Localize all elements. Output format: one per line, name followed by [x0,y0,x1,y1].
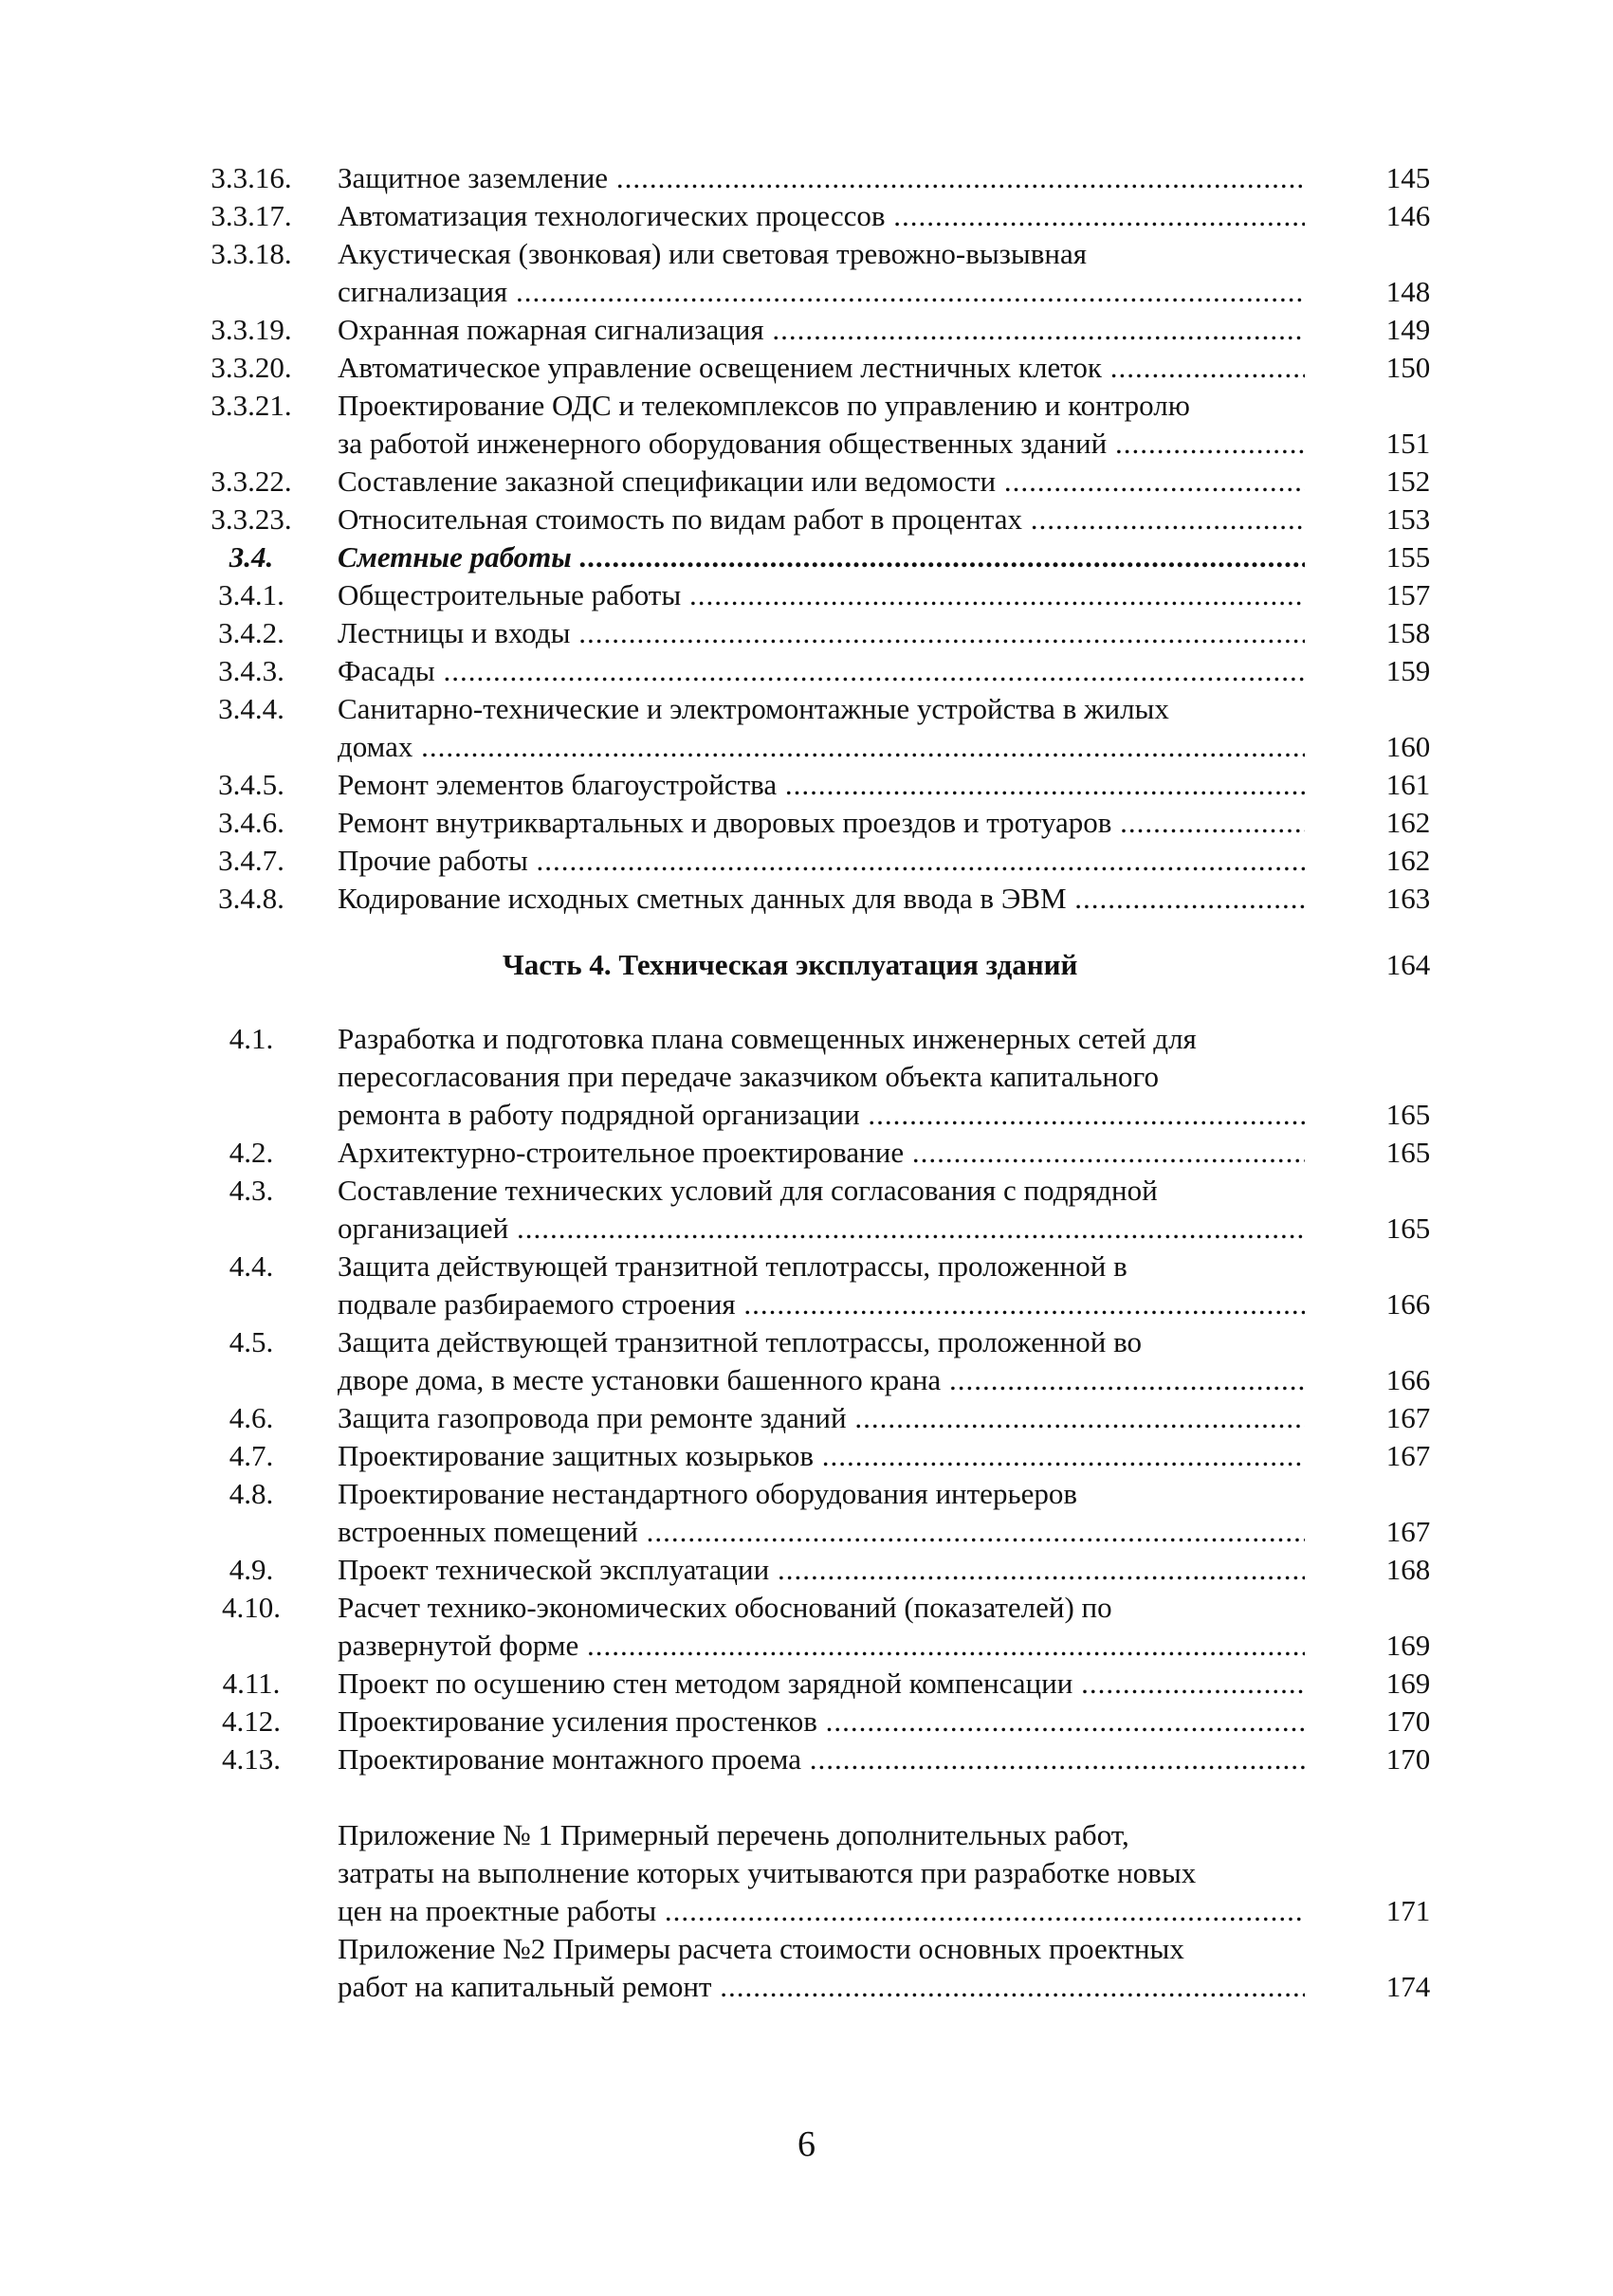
part-heading-page: 164 [1385,948,1431,981]
table-of-contents [199,159,1451,2006]
toc-entry-title [338,804,1305,842]
toc-entry-number: 4.8. [229,1477,274,1510]
toc-entry-title [338,880,1305,918]
toc-entry-title [338,614,1305,652]
toc-entry-number: 4.5. [229,1325,274,1358]
toc-entry-number: 4.3. [229,1174,274,1207]
toc-entry-number: 3.3.22. [211,465,292,498]
toc-entry-title-line: Расчет технико-экономических обоснований (показателей) по [338,1591,1112,1624]
toc-entry [199,690,1451,766]
toc-entry [199,576,1451,614]
toc-entry-page: 150 [1385,351,1431,384]
toc-entry-title-line: Проектирование нестандартного оборудования интерьеров [338,1477,1077,1510]
toc-entry [199,1930,1451,2006]
toc-entry [199,1475,1451,1551]
toc-entry-page: 167 [1385,1401,1431,1434]
toc-entry-page: 161 [1385,768,1431,801]
toc-entry-title [338,1703,1305,1740]
toc-entry-page: 148 [1385,275,1431,308]
toc-entry-page: 162 [1385,844,1431,877]
toc-entry [199,159,1451,197]
toc-entry [199,1172,1451,1248]
toc-entry [199,387,1451,463]
toc-entry [199,538,1451,576]
toc-entry [199,1551,1451,1589]
toc-entry-title-line: Общестроительные работы ..... [338,576,1305,614]
toc-entry-title [338,311,1305,349]
toc-entry-title-line: цен на проектные работы ..... [338,1892,1305,1930]
toc-entry-title-line: за работой инженерного оборудования общественных зданий ..... [338,425,1305,463]
toc-entry-number: 4.6. [229,1401,274,1434]
toc-entry-title [338,1589,1305,1665]
part-heading-title: Часть 4. Техническая эксплуатация зданий [503,948,1078,981]
toc-entry-title-line: домах ..... [338,728,1305,766]
toc-entry [199,880,1451,918]
toc-entry-number: 4.2. [229,1136,274,1169]
toc-entry-number: 3.4.2. [218,616,284,649]
toc-entry-title-line: Проектирование защитных козырьков ..... [338,1437,1305,1475]
toc-entry-page: 145 [1385,161,1431,194]
toc-appendices [199,1816,1451,2006]
toc-entry [199,311,1451,349]
toc-entry [199,1248,1451,1323]
toc-entry-page: 165 [1385,1098,1431,1131]
toc-entry-number: 3.3.21. [211,389,292,422]
toc-entry-title [338,576,1305,614]
toc-entry-page: 165 [1385,1136,1431,1169]
toc-entry-page: 151 [1385,427,1431,460]
toc-entry-title-line: Защита действующей транзитной теплотрассы, проложенной в [338,1249,1127,1283]
toc-entry-page: 168 [1385,1553,1431,1586]
toc-entry-page: 160 [1385,730,1431,763]
toc-entry-number: 3.3.16. [211,161,292,194]
toc-entry-title-line: Проект технической эксплуатации ..... [338,1551,1305,1589]
toc-entry-title-line: сигнализация ..... [338,273,1305,311]
toc-entry-title-line: ремонта в работу подрядной организации ..... [338,1096,1305,1134]
toc-entry-title-line: Автоматизация технологических процессов ..... [338,197,1305,235]
toc-entry-title [338,349,1305,387]
toc-entry [199,197,1451,235]
toc-entry [199,1323,1451,1399]
toc-entry [199,842,1451,880]
toc-entry-title-line: Ремонт элементов благоустройства ..... [338,766,1305,804]
toc-entry-title-line: организацией ..... [338,1210,1305,1248]
toc-entry-number: 3.3.17. [211,199,292,232]
toc-entry-title-line: Защита газопровода при ремонте зданий ..... [338,1399,1305,1437]
toc-entry-page: 146 [1385,199,1431,232]
toc-entry-number: 4.11. [222,1667,281,1700]
toc-entry-title-line: Защитное заземление ..... [338,159,1305,197]
toc-entry-page: 157 [1385,578,1431,611]
toc-entry-page: 166 [1385,1287,1431,1321]
toc-entry-page: 152 [1385,465,1431,498]
toc-entry-title-line: пересогласования при передаче заказчиком объекта капитального [338,1060,1159,1093]
toc-entry-number: 3.4.3. [218,654,284,687]
toc-entry-title [338,690,1305,766]
toc-entry-title [338,652,1305,690]
toc-entry-title [338,1740,1305,1778]
toc-entry-title [338,1134,1305,1172]
toc-entry-title-line: Фасады ..... [338,652,1305,690]
toc-entry-number: 3.3.18. [211,237,292,270]
toc-entry-page: 158 [1385,616,1431,649]
toc-entry [199,1399,1451,1437]
toc-entry-number: 3.4.5. [218,768,284,801]
toc-entry-number: 3.4.8. [218,882,284,915]
toc-entry-title [338,235,1305,311]
toc-entry [199,766,1451,804]
toc-entry-number: 3.4. [229,540,274,574]
toc-entry-page: 163 [1385,882,1431,915]
toc-entry-title-line: Акустическая (звонковая) или световая тревожно-вызывная [338,237,1088,270]
toc-entry-title [338,1816,1305,1930]
toc-entry [199,1134,1451,1172]
toc-entry-page: 170 [1385,1742,1431,1776]
toc-entry-title-line: встроенных помещений ..... [338,1513,1305,1551]
toc-entry-title-line: Охранная пожарная сигнализация ..... [338,311,1305,349]
toc-entry [199,1816,1451,1930]
toc-entry-title-line: Архитектурно-строительное проектирование ..... [338,1134,1305,1172]
toc-entry-number: 3.3.19. [211,313,292,346]
toc-entry-title [338,842,1305,880]
toc-entry-title-line: Проектирование усиления простенков ..... [338,1703,1305,1740]
toc-entry-page: 169 [1385,1629,1431,1662]
toc-entry-title [338,1172,1305,1248]
page-number: 6 [797,2124,816,2164]
toc-section-4 [199,1020,1451,1778]
toc-entry-page: 165 [1385,1212,1431,1245]
toc-entry [199,501,1451,538]
toc-entry-page: 167 [1385,1439,1431,1472]
toc-entry-number: 4.12. [222,1704,281,1738]
toc-entry-title-line: Прочие работы ..... [338,842,1305,880]
toc-entry-title [338,1475,1305,1551]
toc-entry-title [338,1551,1305,1589]
toc-entry-title [338,1323,1305,1399]
toc-entry-title-line: Лестницы и входы ..... [338,614,1305,652]
toc-entry-title [338,1248,1305,1323]
toc-entry-title-line: Санитарно-технические и электромонтажные устройства в жилых [338,692,1169,725]
toc-entry-page: 170 [1385,1704,1431,1738]
spacer [199,1778,1451,1816]
toc-entry-title-line: Проектирование ОДС и телекомплексов по управлению и контролю [338,389,1190,422]
toc-entry-title [338,463,1305,501]
toc-entry [199,614,1451,652]
toc-entry-page: 149 [1385,313,1431,346]
toc-entry-title [338,766,1305,804]
toc-entry-number: 3.3.23. [211,502,292,536]
toc-entry-number: 3.4.1. [218,578,284,611]
toc-entry-title-line: Составление заказной спецификации или ведомости ..... [338,463,1305,501]
toc-entry-number: 4.10. [222,1591,281,1624]
toc-entry-title [338,1930,1305,2006]
toc-entry-title [338,1665,1305,1703]
toc-entry-title-line: Проектирование монтажного проема ..... [338,1740,1305,1778]
toc-entry [199,349,1451,387]
toc-entry-title [338,159,1305,197]
toc-entry-title-line: Разработка и подготовка плана совмещенных инженерных сетей для [338,1022,1197,1055]
toc-entry-number: 3.3.20. [211,351,292,384]
toc-entry-title-line: Приложение №2 Примеры расчета стоимости основных проектных [338,1932,1184,1965]
toc-entry [199,235,1451,311]
toc-entry-title-line: развернутой форме ..... [338,1627,1305,1665]
toc-entry-title-line: Сметные работы ..... [338,538,1305,576]
toc-entry-title [338,501,1305,538]
toc-entry [199,1665,1451,1703]
toc-entry-number: 3.4.7. [218,844,284,877]
toc-entry-title-line: дворе дома, в месте установки башенного крана ..... [338,1361,1305,1399]
toc-entry-page: 169 [1385,1667,1431,1700]
toc-entry-title [338,538,1305,576]
toc-entry-title-line: работ на капитальный ремонт ..... [338,1968,1305,2006]
toc-entry-number: 3.4.6. [218,806,284,839]
toc-entry [199,1589,1451,1665]
toc-entry-number: 4.9. [229,1553,274,1586]
toc-entry-title [338,387,1305,463]
toc-entry-title [338,197,1305,235]
toc-entry-title-line: Кодирование исходных сметных данных для ввода в ЭВМ ..... [338,880,1305,918]
toc-entry-number: 4.13. [222,1742,281,1776]
toc-entry-page: 166 [1385,1363,1431,1396]
toc-entry-page: 159 [1385,654,1431,687]
toc-entry-title-line: Автоматическое управление освещением лестничных клеток ..... [338,349,1305,387]
toc-entry-number: 4.4. [229,1249,274,1283]
toc-entry-title-line: Составление технических условий для согласования с подрядной [338,1174,1158,1207]
toc-entry-title [338,1437,1305,1475]
toc-entry-title-line: Защита действующей транзитной теплотрассы, проложенной во [338,1325,1142,1358]
toc-entry [199,463,1451,501]
toc-entry [199,804,1451,842]
toc-entry-page: 167 [1385,1515,1431,1548]
toc-entry-title-line: подвале разбираемого строения ..... [338,1285,1305,1323]
toc-entry-title-line: Ремонт внутриквартальных и дворовых проездов и тротуаров ..... [338,804,1305,842]
toc-entry-number: 4.7. [229,1439,274,1472]
part-heading [199,946,1451,984]
toc-entry-page: 174 [1385,1970,1431,2003]
toc-entry [199,1020,1451,1134]
toc-entry [199,1437,1451,1475]
toc-entry-page: 162 [1385,806,1431,839]
toc-entry [199,652,1451,690]
toc-entry-title-line: Проект по осушению стен методом зарядной компенсации ..... [338,1665,1305,1703]
toc-entry-page: 155 [1385,540,1431,574]
toc-entry-number: 3.4.4. [218,692,284,725]
toc-entry-title-line: Приложение № 1 Примерный перечень дополнительных работ, [338,1818,1129,1851]
toc-entry-title [338,1020,1305,1134]
toc-entry-page: 153 [1385,502,1431,536]
toc-entry-title-line: Относительная стоимость по видам работ в процентах ..... [338,501,1305,538]
toc-entry-number: 4.1. [229,1022,274,1055]
toc-section-3 [199,159,1451,918]
toc-entry-title-line: затраты на выполнение которых учитываются при разработке новых [338,1856,1197,1889]
toc-entry-title [338,1399,1305,1437]
toc-entry [199,1703,1451,1740]
toc-entry [199,1740,1451,1778]
toc-entry-page: 171 [1385,1894,1431,1927]
